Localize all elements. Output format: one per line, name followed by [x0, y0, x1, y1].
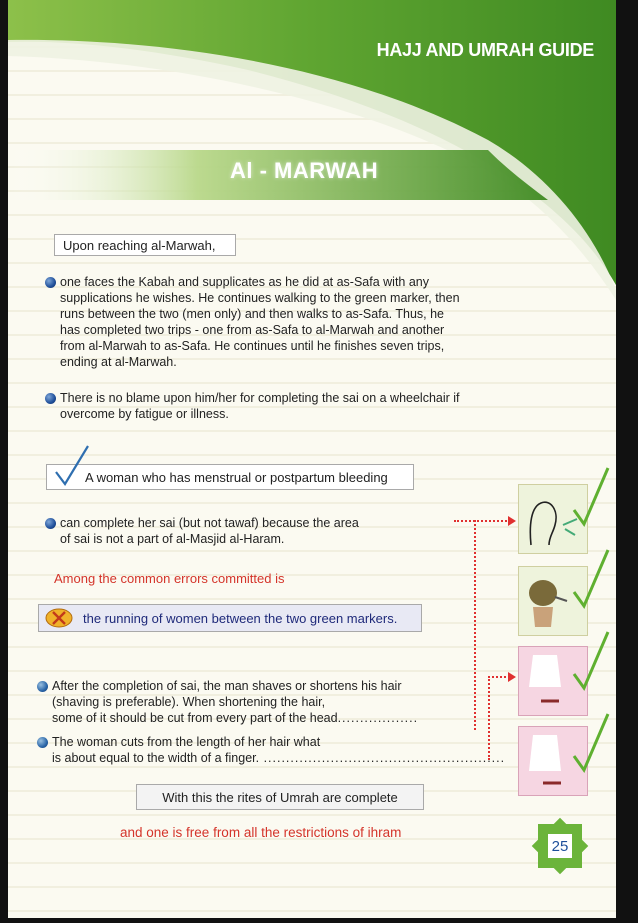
bullet-icon: [45, 393, 56, 404]
closing-line: and one is free from all the restrictions of ihram: [120, 825, 402, 840]
bullet-2-text: There is no blame upon him/her for completing the sai on a wheelchair if overcome by fatigue or illness.: [60, 391, 460, 421]
arrow-icon: [508, 672, 516, 682]
bullet-5-text: The woman cuts from the length of her hair what is about equal to the width of a finger. ......................................................: [52, 735, 506, 765]
connector-line: [474, 520, 476, 730]
guide-title: HAJJ AND UMRAH GUIDE: [376, 40, 594, 60]
intro-box: Upon reaching al-Marwah,: [54, 234, 236, 256]
bullet-icon: [45, 277, 56, 288]
bullet-1-text: one faces the Kabah and supplicates as he did at as-Safa with any supplications he wishes. He continues walking to the green marker, then runs between the two (men only) and then walks to as-Safa. Thus, he has completed two trips - one from as-Safa to al-Marwah and another from al-Marwah to as-Safa. He continues until he finishes seven trips, ending at al-Marwah.: [60, 275, 460, 369]
bullet-icon: [45, 518, 56, 529]
checkmark-icon: [52, 442, 92, 490]
page: [8, 0, 616, 918]
rites-box: With this the rites of Umrah are complete: [136, 784, 424, 810]
arrow-icon: [508, 516, 516, 526]
connector-line: [488, 676, 490, 760]
bullet-3-text: can complete her sai (but not tawaf) because the area of sai is not a part of al-Masjid al-Haram.: [60, 516, 359, 546]
bullet-4-text: After the completion of sai, the man shaves or shortens his hair (shaving is preferable). When shortening the hair, some of it should be cut from every part of the head..................: [52, 679, 419, 725]
green-check-icon: [570, 466, 610, 530]
no-sign-icon: [44, 607, 74, 629]
errors-heading: Among the common errors committed is: [54, 571, 285, 586]
green-check-icon: [570, 630, 610, 694]
green-check-icon: [570, 712, 610, 776]
page-number: 25: [551, 838, 569, 855]
woman-box: A woman who has menstrual or postpartum bleeding: [46, 464, 414, 490]
bullet-icon: [37, 737, 48, 748]
connector-line: [488, 676, 510, 678]
section-title: Al - MARWAH: [230, 158, 379, 183]
bullet-icon: [37, 681, 48, 692]
connector-line: [454, 520, 510, 522]
error-box: the running of women between the two green markers.: [38, 604, 422, 632]
green-check-icon: [570, 548, 610, 612]
